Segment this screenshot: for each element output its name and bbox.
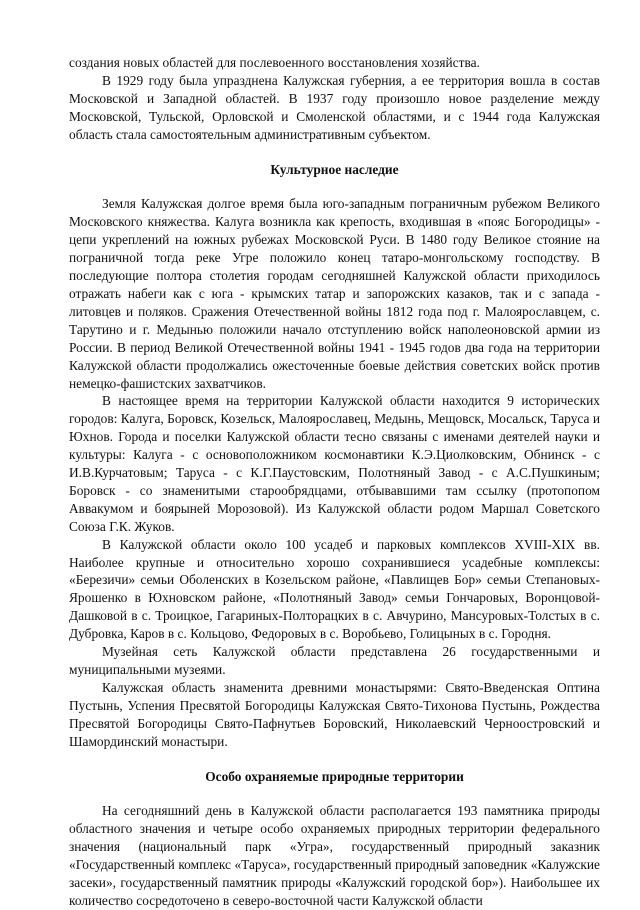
heritage-paragraph-monasteries: Калужская область знаменита древними монастырями: Свято-Введенская Оптина Пустынь, Успения Пресвятой Богородицы Калужская Свято-Тихонова Пустынь, Рождества Пресвятой Богородицы Свято-Пафнутьев Боровский, Николаевский Черноостровский и Шамординский монастыри. xyxy=(69,679,600,749)
spacer xyxy=(69,178,600,195)
spacer xyxy=(69,785,600,802)
nature-paragraph: На сегодняшний день в Калужской области располагается 193 памятника природы областного значения и четыре особо охраняемых природных территории федерального значения (национальный парк «Угра», государственный природный заказник «Государственный комплекс «Таруса», государственный природный заповедник «Калужские засеки», государственный памятник природы «Калужский городской бор»). Наибольшее их количество сосредоточено в северо-восточной части Калужской области xyxy=(69,803,600,908)
heritage-paragraph-cities: В настоящее время на территории Калужской области находится 9 исторических городов: Калуга, Боровск, Козельск, Малоярославец, Медынь, Мещовск, Мосальск, Таруса и Юхнов. Города и поселки Калужской области тесно связаны с именами деятелей науки и культуры: Калуга - с основоположником космонавтики К.Э.Циолковским, Обнинск - с И.В.Курчатовым; Таруса - с К.Г.Паустовским, Полотняный Завод - с А.С.Пушкиным; Боровск - со знаменитыми старообрядцами, отбывавшими там ссылку (протопопом Аввакумом и боярыней Морозовой). Из Калужской области родом Маршал Советского Союза Г.К. Жуков. xyxy=(69,393,600,534)
heading-protected-areas: Особо охраняемые природные территории xyxy=(205,768,464,784)
document-page xyxy=(69,54,600,910)
intro-paragraph-continued: создания новых областей для послевоенного восстановления хозяйства. xyxy=(69,55,480,70)
spacer xyxy=(69,751,600,768)
heritage-paragraph-history: Земля Калужская долгое время была юго-западным пограничным рубежом Великого Московского княжества. Калуга возникла как крепость, входившая в «пояс Богородицы» - цепи укреплений на южных рубежах Московской Руси. В 1480 году Великое стояние на пограничной тогда реке Угре положило конец татаро-монгольскому господству. В последующие полтора столетия городам сегодняшней Калужской области приходилось отражать набеги как с юга - крымских татар и запорожских казаков, так и с запада - литовцев и поляков. Сражения Отечественной войны 1812 года под г. Малоярославцем, с. Тарутино и г. Медынью положили начало отступлению войск наполеоновской армии из России. В период Великой Отечественной войны 1941 - 1945 годов два года на территории Калужской области продолжались ожесточенные боевые действия советских войск против немецко-фашистских захватчиков. xyxy=(69,196,600,391)
spacer xyxy=(69,144,600,161)
heritage-paragraph-museums: Музейная сеть Калужской области представлена 26 государственными и муниципальными музеями. xyxy=(69,644,600,677)
heading-cultural-heritage: Культурное наследие xyxy=(270,161,399,177)
intro-paragraph-1929: В 1929 году была упразднена Калужская губерния, а ее территория вошла в состав Московской и Западной областей. В 1937 году произошло новое разделение между Московской, Тульской, Орловской и Смоленской областями, и с 1944 года Калужская область стала самостоятельным административным субъектом. xyxy=(69,72,600,142)
heritage-paragraph-estates: В Калужской области около 100 усадеб и парковых комплексов XVIII-XIX вв. Наиболее крупные и относительно хорошо сохранившиеся усадебные комплексы: «Березичи» семьи Оболенских в Козельском районе, «Павлищев Бор» семьи Степановых-Ярошенко в Юхновском районе, «Полотняный Завод» семьи Гончаровых, Воронцовой-Дашковой в с. Троицкое, Гагариных-Полторацких в с. Авчурино, Мансуровых-Толстых в с. Дубровка, Каров в с. Кольцово, Федоровых в с. Воробьево, Голицыных в с. Городня. xyxy=(69,536,600,642)
